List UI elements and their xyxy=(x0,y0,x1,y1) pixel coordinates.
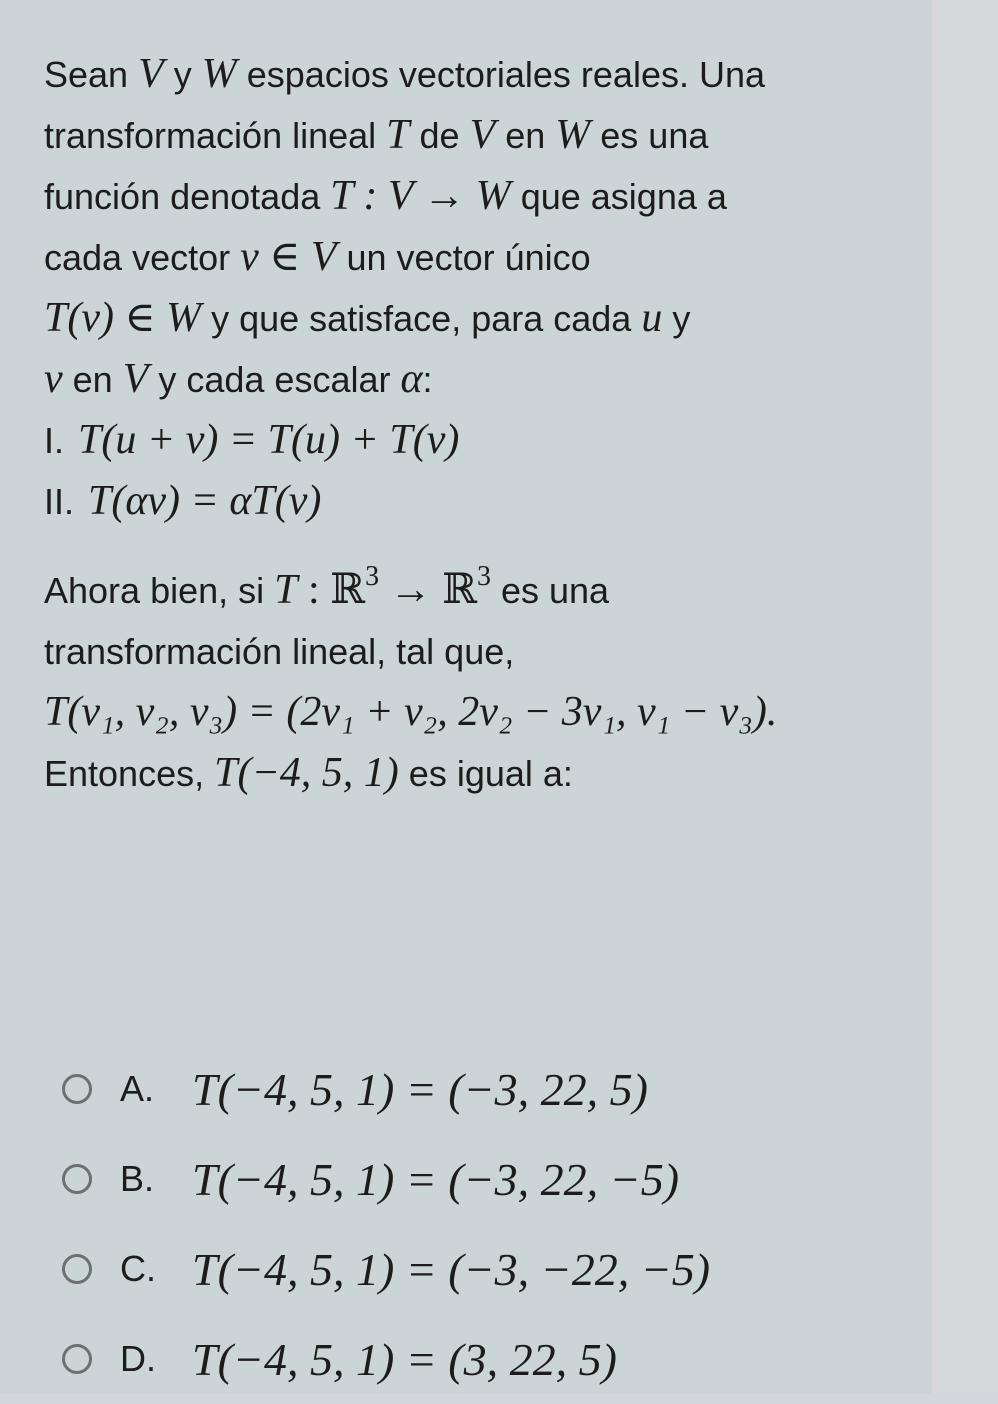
option-d-text: T(−4, 5, 1) = (3, 22, 5) xyxy=(192,1333,617,1385)
option-b[interactable] xyxy=(62,1134,922,1224)
property-2: II. T(αv) = αT(v) xyxy=(44,478,322,524)
question-text xyxy=(44,44,974,804)
option-a[interactable] xyxy=(62,1044,922,1134)
radio-b[interactable] xyxy=(62,1164,92,1194)
question-line-1: Sean V y W espacios vectoriales reales. Una xyxy=(44,51,766,97)
answer-options xyxy=(62,1044,922,1404)
question-line-12: Entonces, T(−4, 5, 1) es igual a: xyxy=(44,750,573,796)
option-d-letter: D. xyxy=(120,1338,156,1379)
question-line-9: Ahora bien, si T : ℝ$^3$ → ℝ$^3$ es una xyxy=(44,561,610,613)
question-line-10: transformación lineal, tal que, xyxy=(44,631,515,672)
question-line-11 xyxy=(44,682,974,743)
question-line-4: cada vector v ∈ V un vector único xyxy=(44,234,591,280)
transformation-definition: T(v₁, v₂, v₃) = (2v₁ + v₂, 2v₂ − 3v₁, v₁ − v₃). xyxy=(44,689,778,735)
evaluation-expression: T(−4, 5, 1) xyxy=(214,750,399,796)
option-c-text: T(−4, 5, 1) = (−3, −22, −5) xyxy=(192,1243,711,1295)
question-line-6: v en V y cada escalar α: xyxy=(44,356,433,402)
question-line-2: transformación lineal T de V en W es una xyxy=(44,112,709,158)
math-mapping: T : V → W xyxy=(330,173,511,219)
option-a-text: T(−4, 5, 1) = (−3, 22, 5) xyxy=(192,1063,648,1115)
radio-d[interactable] xyxy=(62,1344,92,1374)
math-W: W xyxy=(201,51,237,97)
option-b-text: T(−4, 5, 1) = (−3, 22, −5) xyxy=(192,1153,680,1205)
property-1: I. T(u + v) = T(u) + T(v) xyxy=(44,417,460,463)
property-1-formula: T(u + v) = T(u) + T(v) xyxy=(78,417,460,463)
option-a-letter: A. xyxy=(120,1068,155,1109)
math-V: V xyxy=(138,51,164,97)
question-line-3: función denotada T : V → W que asigna a xyxy=(44,173,727,219)
option-c[interactable] xyxy=(62,1224,922,1314)
option-d[interactable] xyxy=(62,1314,922,1404)
radio-c[interactable] xyxy=(62,1254,92,1284)
radio-a[interactable] xyxy=(62,1074,92,1104)
option-c-letter: C. xyxy=(120,1248,156,1289)
question-line-5: T(v) ∈ W y que satisface, para cada u y xyxy=(44,295,691,341)
property-2-formula: T(αv) = αT(v) xyxy=(88,478,322,524)
option-b-letter: B. xyxy=(120,1158,155,1199)
